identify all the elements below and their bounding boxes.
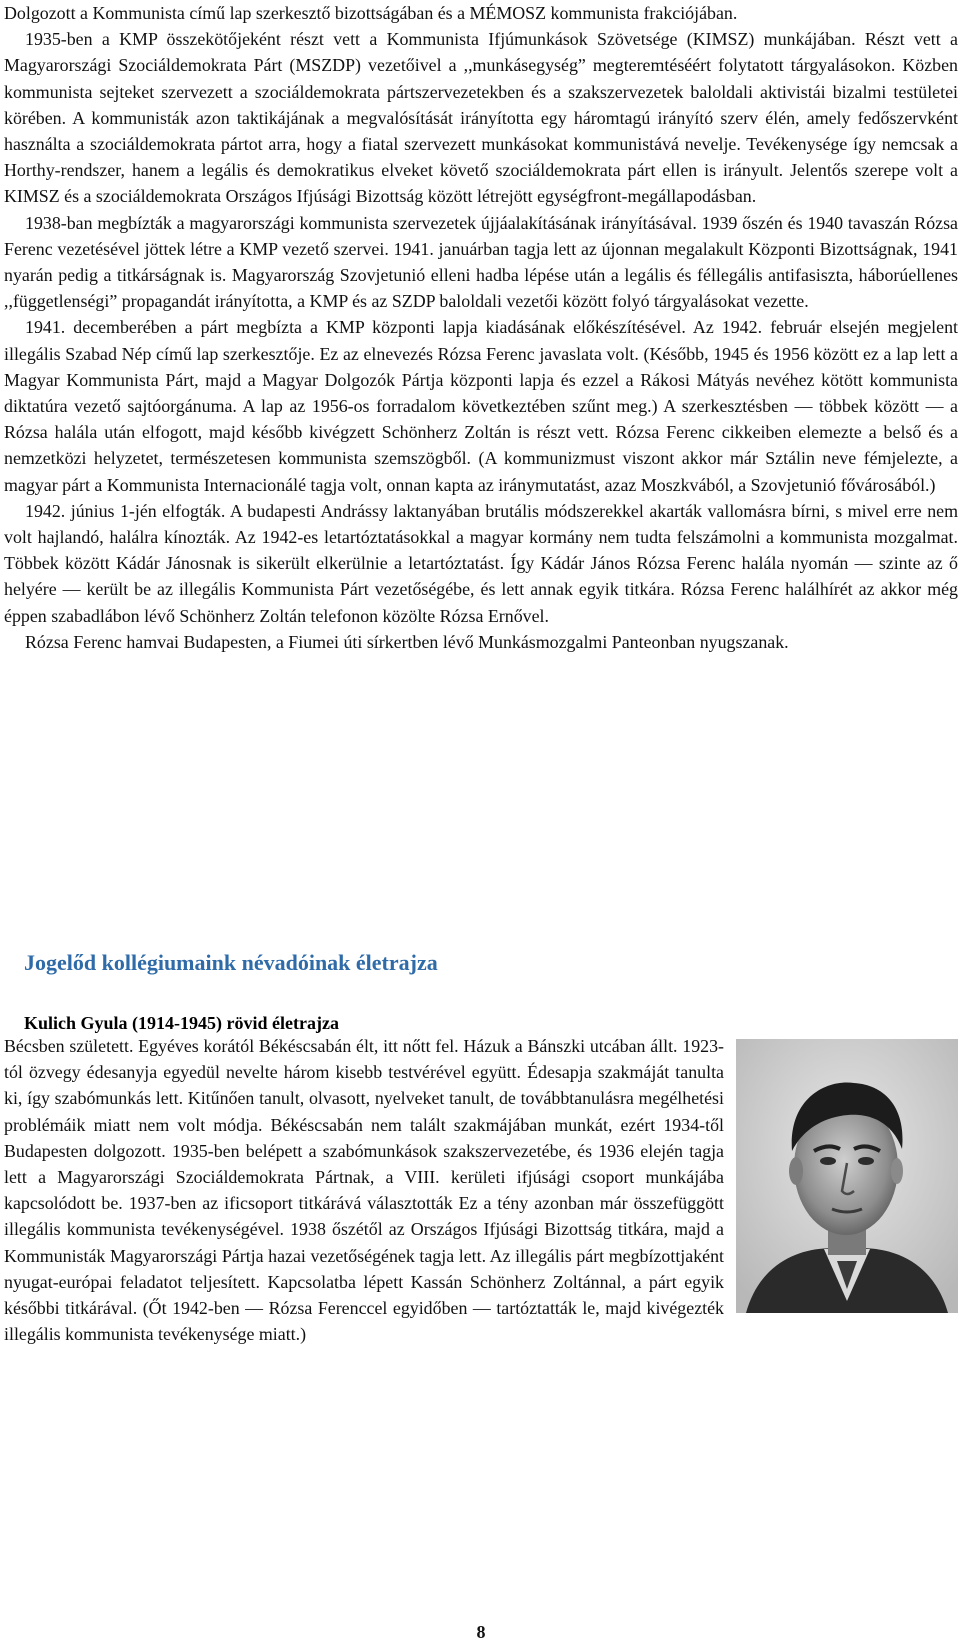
kulich-biography bbox=[4, 1033, 958, 1347]
paragraph-2: 1935-ben a KMP összekötőjeként részt vett a Kommunista Ifjúmunkások Szövetsége (KIMSZ) munkájában. Részt vett a Magyarországi Szociáldemokrata Párt (MSZDP) vezetőivel a ,,munkásegység” megteremtéséért folytatott tárgyalásokon. Közben kommunista sejteket szervezett a szociáldemokrata pártszervezetekben és a szakszervezetek baloldali aktivistái bizalmi testületei körében. A kommunisták azon taktikájának a megvalósítását irányította egy háromtagú irányító szerv élén, amely fedőszervként használta a szociáldemokrata pártot arra, hogy a fiatal szervezett munkásokat kommunistává nevelje. Tevékenysége így nemcsak a Horthy-rendszer, hanem a legális és demokratikus elveket követő szociáldemokrata párt ellen is irányult. Jelentős szerepe volt a KIMSZ és a szociáldemokrata Országos Ifjúsági Bizottság között létrejött egységfront-megállapodásban. bbox=[4, 29, 958, 207]
portrait-photo bbox=[736, 1039, 958, 1313]
page-number: 8 bbox=[476, 1622, 486, 1642]
paragraph-6: Rózsa Ferenc hamvai Budapesten, a Fiumei úti sírkertben lévő Munkásmozgalmi Panteonban nyugszanak. bbox=[25, 631, 789, 652]
paragraph-1: Dolgozott a Kommunista című lap szerkesztő bizottságában és a MÉMOSZ kommunista frakciójában. bbox=[4, 3, 738, 23]
kulich-title: Kulich Gyula (1914-1945) rövid életrajza bbox=[24, 1013, 339, 1033]
paragraph-3: 1938-ban megbízták a magyarországi kommunista szervezetek újjáalakításának irányításával. 1939 őszén és 1940 tavaszán Rózsa Ferenc vezetésével jöttek létre a KMP vezető szervei. 1941. januárban tagja lett az újonnan megalakult Központi Bizottságnak, 1941 nyarán pedig a titkárságnak is. Magyarország Szovjetunió elleni hadba lépése után a legális és féllegális antifasiszta, háborúellenes ,,függetlenségi” propagandát irányította, a KMP és az SZDP baloldali vezetői között folyó tárgyalásokat vezette. bbox=[4, 212, 958, 312]
portrait-image bbox=[736, 1039, 958, 1313]
document-page bbox=[4, 0, 958, 1652]
paragraph-5: 1942. június 1-jén elfogták. A budapesti Andrássy laktanyában brutális módszerekkel akarták vallomásra bírni, s mivel erre nem volt hajlandó, halálra kínozták. Az 1942-es letartóztatásokkal a magyar kormány nem tudta felszámolni a kommunista mozgalmat. Többek között Kádár Jánosnak is sikerült elkerülnie a letartóztatást. Így Kádár János Rózsa Ferenc halála nyomán — szinte az ő helyére — került be az illegális Kommunista Párt vezetőségébe, és lett annak egyik titkára. Rózsa Ferenc halálhírét az akkor még éppen szabadlábon lévő Schönherz Zoltán telefonon közölte Rózsa Ernővel. bbox=[4, 500, 958, 626]
paragraph-4: 1941. decemberében a párt megbízta a KMP központi lapja kiadásának előkészítésével. Az 1942. február elsején megjelent illegális Szabad Nép című lap szerkesztője. Ez az elnevezés Rózsa Ferenc javaslata volt. (Később, 1945 és 1956 között ez a lap lett a Magyar Kommunista Párt, majd a Magyar Dolgozók Pártja központi lapja és ezzel a Rákosi Mátyás nevéhez kötött kommunista diktatúra vezető sajtóorgánuma. A lap az 1956-os forradalom következtében szűnt meg.) A szerkesztésben — többek között — a Rózsa halála után elfogott, majd később kivégzett Schönherz Zoltán is részt vett. Rózsa Ferenc cikkeiben elemezte a belső és a nemzetközi helyzetet, természetesen kommunista szemszögből. (A kommunizmust viszont akkor már Sztálin neve fémjelezte, a magyar párt a Kommunista Internacionálé tagja volt, onnan kapta az iránymutatást, azaz Moszkvából, a Szovjetunió fővárosából.) bbox=[4, 317, 958, 495]
kulich-text: Bécsben született. Egyéves korától Békéscsabán élt, itt nőtt fel. Házuk a Bánszki utcában állt. 1923-tól özvegy édesanyja egyedül nevelte három kisebb testvérével együtt. Édesapja szakmáját tanulta ki, így szabómunkás lett. Kitűnően tanult, olvasott, nyelveket tanult, de továbbtanulásra megélhetési problémáik miatt nem volt módja. Békéscsabán nem talált szakmájában munkát, ezért 1934-től Budapesten dolgozott. 1935-ben belépett a szabómunkások szakszervezetébe, és 1936 elején tagja lett a Magyarországi Szociáldemokrata Pártnak, a VIII. kerületi ifjúsági csoport munkájába kapcsolódott be. 1937-ben az ificsoport titkárává választották Ez a tény azonban már összefüggött illegális kommunista tevékenységével. 1938 őszétől az Országos Ifjúsági Bizottság titkára, majd a Kommunisták Magyarországi Pártja hazai vezetőségének tagja lett. Az illegális párt megbízottjaként nyugat-európai feladatot teljesített. Kapcsolatba lépett Kassán Schönherz Zoltánnal, a párt egyik későbbi titkárával. (Őt 1942-ben — Rózsa Ferenccel egyidőben — tartóztatták le, majd kivégezték illegális kommunista tevékenysége miatt.) bbox=[4, 1036, 724, 1345]
section-heading: Jogelőd kollégiumaink névadóinak életrajza bbox=[24, 950, 438, 975]
